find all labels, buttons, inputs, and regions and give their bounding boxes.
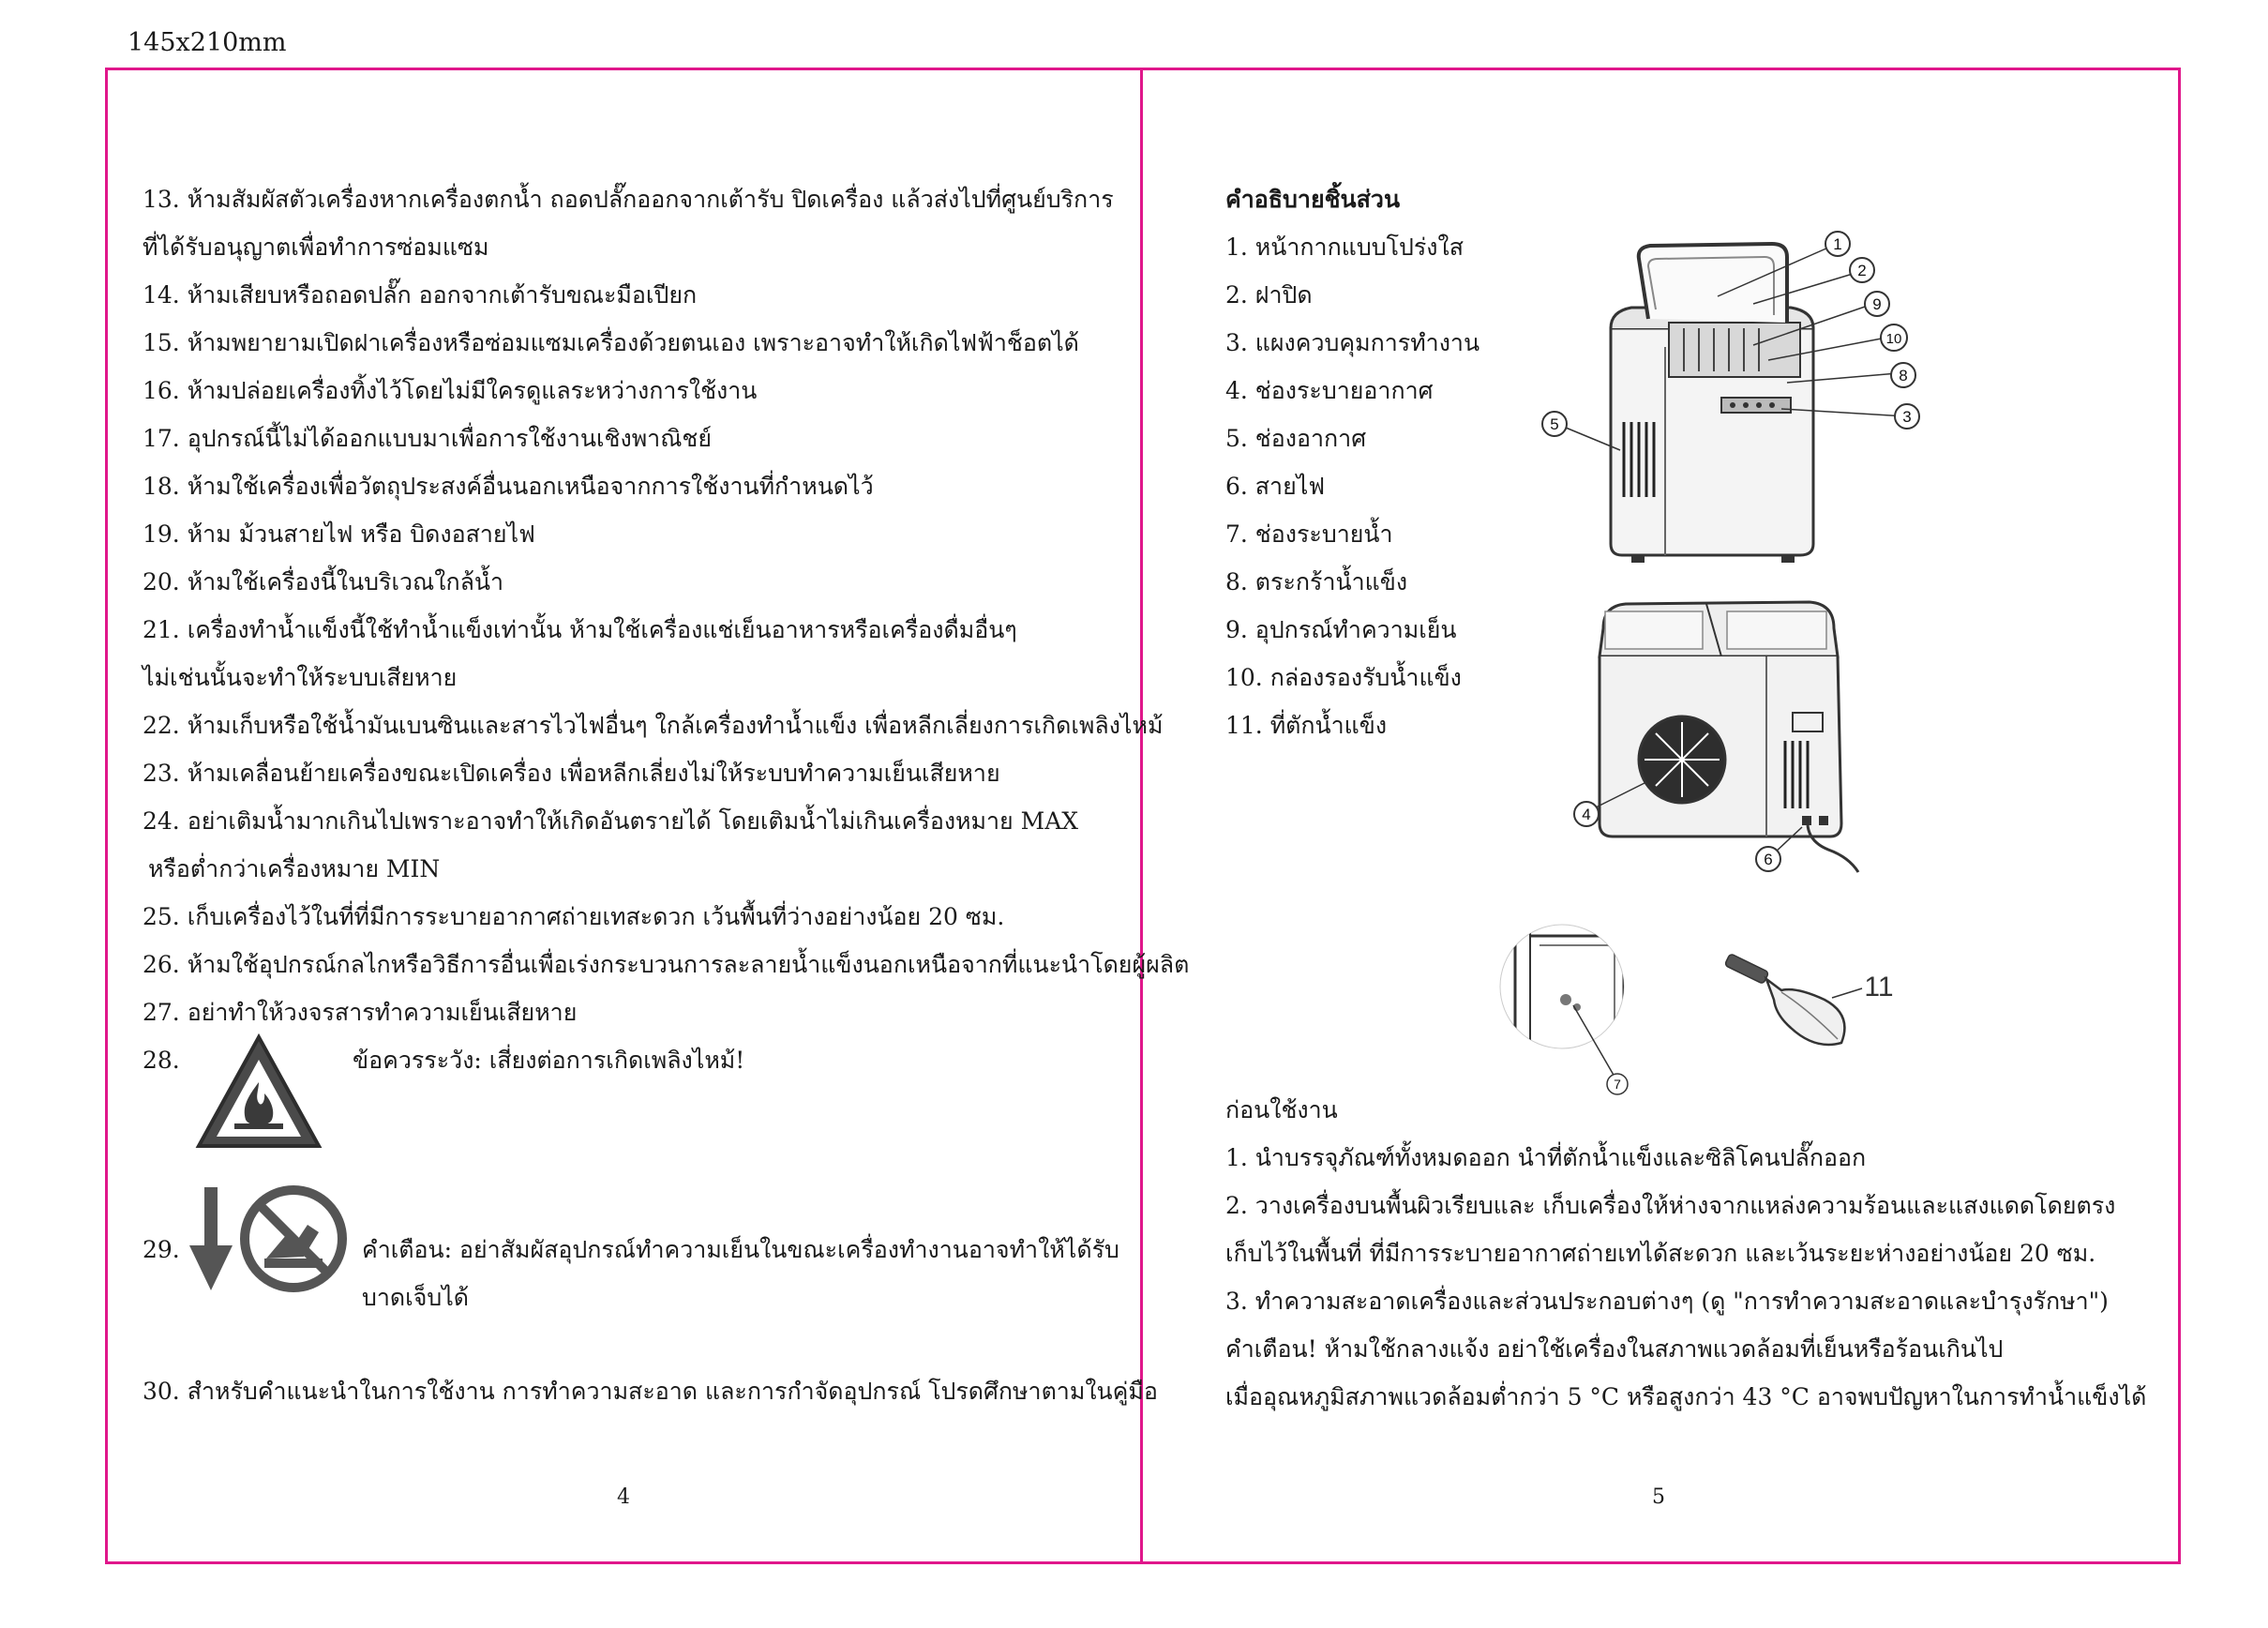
part-item: 1. หน้ากากแบบโปร่งใส: [1225, 234, 1464, 261]
page-number-right: 5: [1652, 1485, 1665, 1509]
item-29-text-line2: บาดเจ็บได้: [362, 1284, 470, 1311]
list-item: 13. ห้ามสัมผัสตัวเครื่องหากเครื่องตกน้ำ ถอดปลั๊กออกจากเต้ารับ ปิดเครื่อง แล้วส่งไปที่ศูนย์บริการ: [143, 186, 1114, 213]
part-item: 5. ช่องอากาศ: [1225, 425, 1367, 452]
part-item: 7. ช่องระบายน้ำ: [1225, 520, 1393, 548]
before-use-line: เมื่ออุณหภูมิสภาพแวดล้อมต่ำกว่า 5 °C หรือสูงกว่า 43 °C อาจพบปัญหาในการทำน้ำแข็งได้: [1225, 1383, 2147, 1410]
list-item: 22. ห้ามเก็บหรือใช้น้ำมันเบนซินและสารไวไฟอื่นๆ ใกล้เครื่องทำน้ำแข็ง เพื่อหลีกเลี่ยงการเกิดเพลิงไหม้: [143, 712, 1164, 739]
item-28-number: 28.: [143, 1047, 180, 1074]
list-item: 23. ห้ามเคลื่อนย้ายเครื่องขณะเปิดเครื่อง เพื่อหลีกเลี่ยงไม่ให้ระบบทำความเย็นเสียหาย: [143, 760, 1000, 787]
before-use-line: เก็บไว้ในพื้นที่ ที่มีการระบายอากาศถ่ายเทได้สะดวก และเว้นระยะห่างอย่างน้อย 20 ซม.: [1225, 1240, 2096, 1267]
part-item: 2. ฝาปิด: [1225, 281, 1313, 309]
diagram-label-9: 9: [1872, 295, 1882, 313]
no-touch-cold-surface-icon: [238, 1183, 349, 1294]
before-use-line: 2. วางเครื่องบนพื้นผิวเรียบและ เก็บเครื่องให้ห่างจากแหล่งความร้อนและแสงแดดโดยตรง: [1225, 1192, 2116, 1219]
item-29-text-line1: คำเตือน: อย่าสัมผัสอุปกรณ์ทำความเย็นในขณะเครื่องทำงานอาจทำให้ได้รับ: [362, 1236, 1119, 1263]
part-item: 10. กล่องรองรับน้ำแข็ง: [1225, 664, 1462, 691]
part-item: 6. สายไฟ: [1225, 473, 1326, 500]
list-item: ไม่เช่นนั้นจะทำให้ระบบเสียหาย: [143, 664, 458, 691]
part-item: 11. ที่ตักน้ำแข็ง: [1225, 712, 1388, 739]
ice-scoop-diagram: [1721, 953, 1909, 1056]
flammable-warning-icon: [193, 1032, 324, 1153]
diagram-label-5: 5: [1550, 415, 1559, 433]
list-item: 27. อย่าทำให้วงจรสารทำความเย็นเสียหาย: [143, 999, 578, 1026]
item-29-number: 29.: [143, 1236, 180, 1263]
part-item: 8. ตระกร้าน้ำแข็ง: [1225, 568, 1408, 595]
list-item: ที่ได้รับอนุญาตเพื่อทำการซ่อมแซม: [143, 234, 489, 261]
part-item: 9. อุปกรณ์ทำความเย็น: [1225, 616, 1457, 643]
parts-heading: คำอธิบายชิ้นส่วน: [1225, 186, 1401, 213]
part-item: 4. ช่องระบายอากาศ: [1225, 377, 1434, 404]
before-use-line: 1. นำบรรจุภัณฑ์ทั้งหมดออก นำที่ตักน้ำแข็งและซิลิโคนปลั๊กออก: [1225, 1144, 1867, 1171]
page-divider: [1140, 68, 1143, 1564]
list-item: 16. ห้ามปล่อยเครื่องทิ้งไว้โดยไม่มีใครดูแลระหว่างการใช้งาน: [143, 377, 758, 404]
list-item: หรือต่ำกว่าเครื่องหมาย MIN: [148, 855, 441, 882]
diagram-label-8: 8: [1899, 367, 1908, 384]
diagram-label-6: 6: [1764, 851, 1773, 868]
diagram-label-3: 3: [1902, 408, 1912, 426]
list-item: 19. ห้าม ม้วนสายไฟ หรือ บิดงอสายไฟ: [143, 520, 535, 548]
part-item: 3. แผงควบคุมการทำงาน: [1225, 329, 1480, 356]
diagram-label-2: 2: [1857, 262, 1867, 279]
item-28-text: ข้อควรระวัง: เสี่ยงต่อการเกิดเพลิงไหม้!: [353, 1047, 745, 1074]
diagram-label-11: 11: [1864, 972, 1894, 1002]
before-use-line: 3. ทำความสะอาดเครื่องและส่วนประกอบต่างๆ (ดู "การทำความสะอาดและบำรุงรักษา"): [1225, 1288, 2109, 1315]
list-item: 17. อุปกรณ์นี้ไม่ได้ออกแบบมาเพื่อการใช้งานเชิงพาณิชย์: [143, 425, 713, 452]
list-item: 18. ห้ามใช้เครื่องเพื่อวัตถุประสงค์อื่นนอกเหนือจากการใช้งานที่กำหนดไว้: [143, 473, 874, 500]
list-item: 21. เครื่องทำน้ำแข็งนี้ใช้ทำน้ำแข็งเท่านั้น ห้ามใช้เครื่องแช่เย็นอาหารหรือเครื่องดื่มอื่นๆ: [143, 616, 1017, 643]
list-item: 24. อย่าเติมน้ำมากเกินไปเพราะอาจทำให้เกิดอันตรายได้ โดยเติมน้ำไม่เกินเครื่องหมาย MAX: [143, 807, 1079, 835]
list-item: 14. ห้ามเสียบหรือถอดปลั๊ก ออกจากเต้ารับขณะมือเปียก: [143, 281, 698, 309]
diagram-label-10: 10: [1885, 331, 1902, 347]
page-number-left: 4: [617, 1485, 630, 1509]
diagram-label-1: 1: [1833, 235, 1842, 253]
ice-maker-back-diagram: [1556, 591, 1875, 872]
before-use-heading: ก่อนใช้งาน: [1225, 1096, 1338, 1123]
paper-size-label: 145x210mm: [128, 28, 287, 57]
item-30: 30. สำหรับคำแนะนำในการใช้งาน การทำความสะอาด และการกำจัดอุปกรณ์ โปรดศึกษาตามในคู่มือ: [143, 1378, 1158, 1405]
ice-maker-front-diagram: [1500, 225, 1913, 572]
diagram-label-7: 7: [1614, 1077, 1621, 1092]
list-item: 25. เก็บเครื่องไว้ในที่ที่มีการระบายอากาศถ่ายเทสะดวก เว้นพื้นที่ว่างอย่างน้อย 20 ซม.: [143, 903, 1005, 930]
down-arrow-icon: [184, 1183, 240, 1294]
before-use-line: คำเตือน! ห้ามใช้กลางแจ้ง อย่าใช้เครื่องในสภาพแวดล้อมที่เย็นหรือร้อนเกินไป: [1225, 1335, 2004, 1363]
diagram-label-4: 4: [1582, 806, 1591, 823]
list-item: 26. ห้ามใช้อุปกรณ์กลไกหรือวิธีการอื่นเพื่อเร่งกระบวนการละลายน้ำแข็งนอกเหนือจากที่แนะนำโดยผู้ผลิต: [143, 951, 1190, 978]
drain-detail-diagram: [1487, 921, 1646, 1099]
list-item: 15. ห้ามพยายามเปิดฝาเครื่องหรือซ่อมแซมเครื่องด้วยตนเอง เพราะอาจทำให้เกิดไฟฟ้าช็อตได้: [143, 329, 1079, 356]
list-item: 20. ห้ามใช้เครื่องนี้ในบริเวณใกล้น้ำ: [143, 568, 504, 595]
